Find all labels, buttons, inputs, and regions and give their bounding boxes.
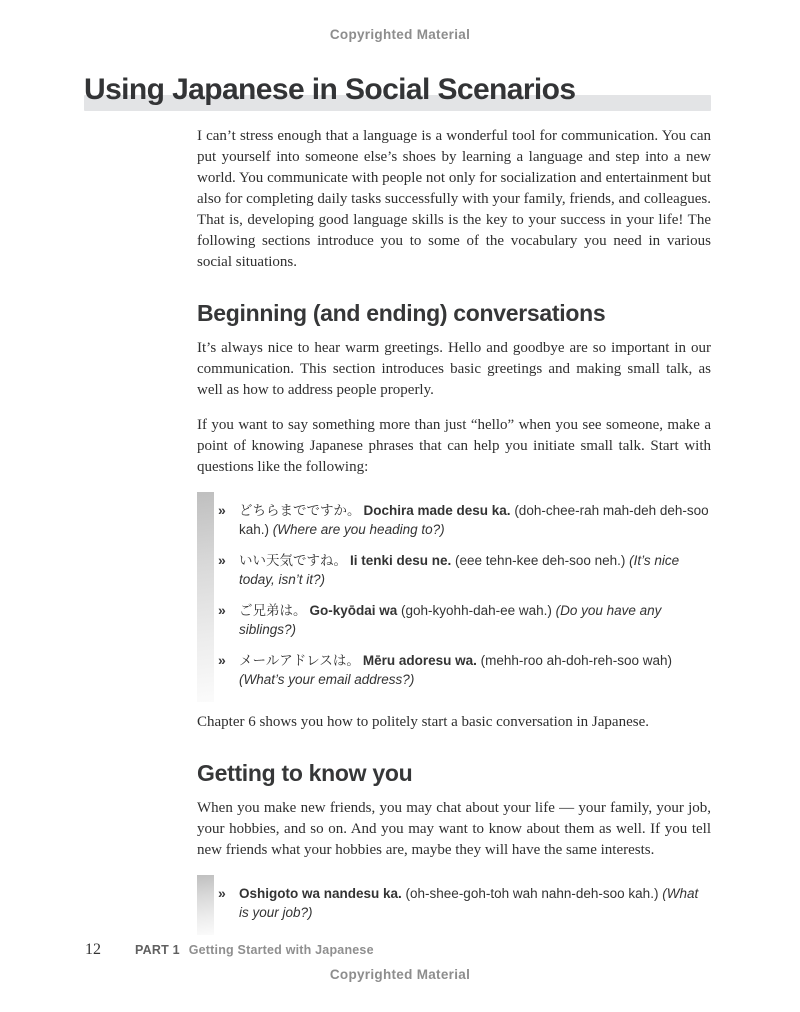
- double-chevron-icon: »: [218, 885, 226, 901]
- double-chevron-icon: »: [218, 652, 226, 668]
- phrase-item: [197, 651, 711, 689]
- chapter-reference-paragraph: Chapter 6 shows you how to politely start a basic conversation in Japanese.: [197, 714, 649, 730]
- phrase-item: [197, 551, 711, 589]
- paragraph: When you make new friends, you may chat about your life — your family, your job, your hobbies, and so on. And you may want to know about them as well. If you tell new friends what your hobbies are, maybe they will have the same interests.: [197, 800, 711, 858]
- phrase-text: ご兄弟は。 Go-kyōdai wa (goh-kyohh-dah-ee wah.) (Do you have any siblings?): [239, 603, 662, 637]
- chapter-title: Using Japanese in Social Scenarios: [84, 73, 576, 106]
- double-chevron-icon: »: [218, 602, 226, 618]
- phrase-item: [197, 601, 711, 639]
- phrase-text: いい天気ですね。 Ii tenki desu ne. (eee tehn-kee deh-soo neh.) (It’s nice today, isn’t it?): [239, 553, 680, 587]
- page-body: [197, 126, 711, 945]
- page-footer: [85, 941, 374, 959]
- double-chevron-icon: »: [218, 502, 226, 518]
- phrase-text: Oshigoto wa nandesu ka. (oh-shee-goh-toh wah nahn-deh-soo kah.) (What is your job?): [239, 886, 699, 920]
- phrase-list-accent-strip: [197, 875, 214, 935]
- phrase-text: どちらまでですか。 Dochira made desu ka. (doh-chee-rah mah-deh deh-soo kah.) (Where are you heading to?): [239, 503, 709, 537]
- phrase-item: [197, 501, 711, 539]
- double-chevron-icon: »: [218, 552, 226, 568]
- phrase-item: [197, 884, 711, 922]
- paragraph: It’s always nice to hear warm greetings. Hello and goodbye are so important in our communication. This section introduces basic greetings and making small talk, as well as how to address people properly.: [197, 340, 711, 398]
- page-number: 12: [85, 941, 101, 958]
- chapter-heading: [84, 74, 711, 106]
- copyright-top-label: Copyrighted Material: [329, 27, 471, 42]
- copyright-bottom-label: Copyrighted Material: [329, 967, 471, 982]
- intro-paragraph: I can’t stress enough that a language is a wonderful tool for communication. You can put yourself into someone else’s shoes by learning a language and step into a new world. You communicate with people not only for socialization and entertainment but also for completing daily tasks successfully with your family, friends, and colleagues. That is, developing good language skills is the key to your success in your life! The following sections introduce you to some of the vocabulary you need in various social situations.: [197, 128, 711, 270]
- phrase-text: メールアドレスは。 Mēru adoresu wa. (mehh-roo ah-doh-reh-soo wah) (What’s your email address?): [239, 653, 672, 687]
- part-label: PART 1: [135, 943, 180, 957]
- section-heading-beginning-conversations: Beginning (and ending) conversations: [197, 300, 606, 326]
- section-heading-getting-to-know-you: Getting to know you: [197, 760, 413, 786]
- part-title: Getting Started with Japanese: [188, 943, 374, 957]
- phrase-list-getting-to-know: [197, 875, 711, 935]
- paragraph: If you want to say something more than just “hello” when you see someone, make a point of knowing Japanese phrases that can help you initiate small talk. Start with questions like the following:: [197, 417, 711, 475]
- phrase-list-accent-strip: [197, 492, 214, 702]
- phrase-list-greetings: [197, 492, 711, 702]
